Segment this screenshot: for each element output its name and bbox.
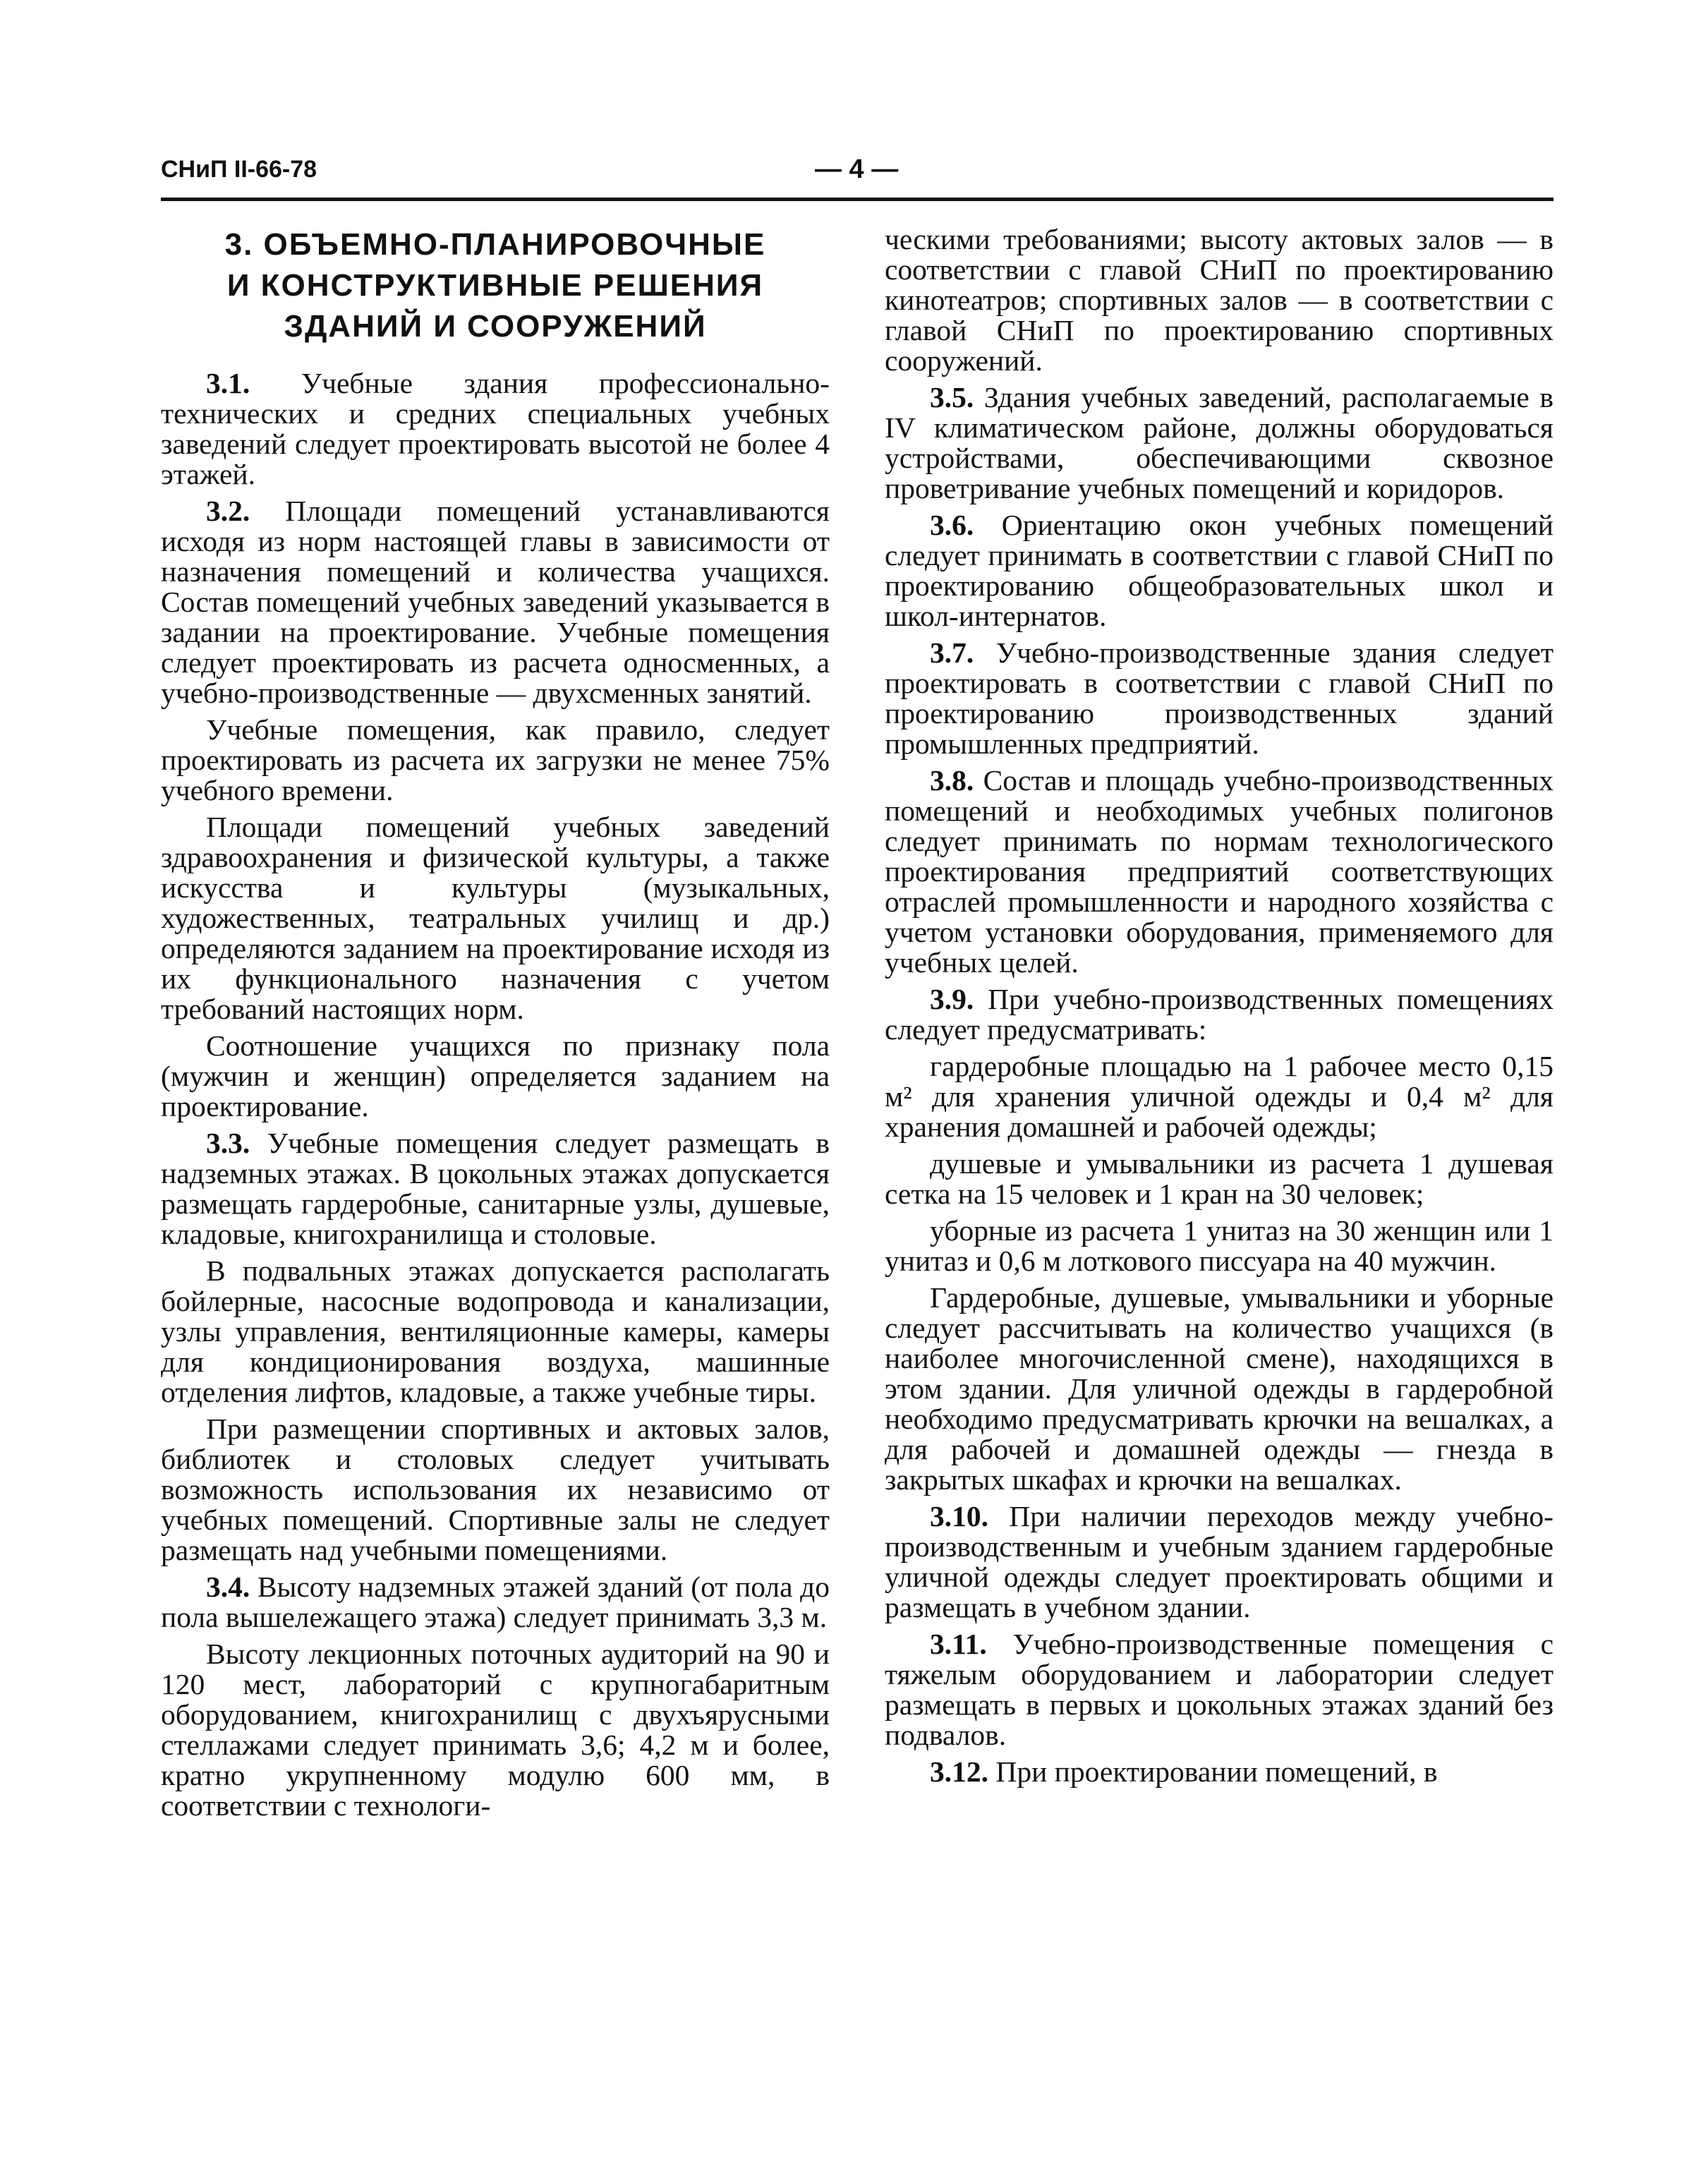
paragraph <box>885 1051 1553 1142</box>
paragraph <box>885 1216 1553 1276</box>
paragraph <box>885 1283 1553 1495</box>
paragraph <box>885 1501 1553 1623</box>
paragraph-text: Гардеробные, душевые, умывальники и уборные следует рассчитывать на количество учащихся (в наиболее многочисленной смене), находящихся в этом здании. Для уличной одежды в гардеробной необходимо предусматривать крючки на вешалках, а для рабочей и домашней одежды — гнезда в закрытых шкафах и крючки на вешалках. <box>885 1281 1553 1496</box>
clause-number: 3.4. <box>206 1571 250 1603</box>
clause-number: 3.1. <box>206 367 250 399</box>
clause-number: 3.9. <box>930 983 974 1015</box>
paragraph <box>161 1256 830 1408</box>
paragraph <box>161 368 830 490</box>
paragraph <box>885 984 1553 1045</box>
right-column <box>885 224 1553 1793</box>
paragraph <box>885 224 1553 376</box>
clause-number: 3.11. <box>930 1628 987 1660</box>
clause-number: 3.12. <box>930 1755 988 1788</box>
paragraph-text: Соотношение учащихся по признаку пола (мужчин и женщин) определяется заданием на проектирование. <box>161 1029 830 1123</box>
paragraph <box>885 382 1553 504</box>
page-number: — 4 — <box>815 155 899 184</box>
paragraph-text: При проектировании помещений, в <box>995 1755 1438 1788</box>
clause-number: 3.2. <box>206 495 250 527</box>
document-code: СНиП II-66-78 <box>161 156 317 183</box>
paragraph-text: Учебные помещения следует размещать в надземных этажах. В цокольных этажах допускается размещать гардеробные, санитарные узлы, душевые, кладовые, книгохранилища и столовые. <box>161 1127 830 1250</box>
clause-number: 3.5. <box>930 381 974 413</box>
clause-number: 3.7. <box>930 636 974 669</box>
clause-number: 3.6. <box>930 509 974 541</box>
paragraph <box>885 1149 1553 1209</box>
paragraph-text: Высоту лекционных поточных аудиторий на 90 и 120 мест, лабораторий с крупногабаритным оборудованием, книгохранилищ с двухъярусными стеллажами следует принимать 3,6; 4,2 м и более, кратно укрупненному модулю 600 мм, в соответствии с технологи- <box>161 1638 830 1822</box>
paragraph <box>161 812 830 1024</box>
paragraph <box>161 1128 830 1250</box>
paragraph <box>161 1414 830 1566</box>
page-header <box>161 154 1553 196</box>
paragraph-text: При учебно-производственных помещениях следует предусматривать: <box>885 983 1554 1046</box>
clause-number: 3.10. <box>930 1500 988 1532</box>
paragraph-text: При наличии переходов между учебно-производственным и учебным зданием гардеробные уличной одежды следует проектировать общими и размещать в учебном здании. <box>885 1500 1553 1623</box>
paragraph-text: Здания учебных заведений, располагаемые в IV климатическом районе, должны оборудоваться устройствами, обеспечивающими сквозное проветривание учебных помещений и коридоров. <box>885 381 1554 504</box>
paragraph-text: Высоту надземных этажей зданий (от пола до пола вышележащего этажа) следует принимать 3,3 м. <box>161 1571 830 1633</box>
left-column <box>161 224 830 1827</box>
paragraph <box>885 638 1553 759</box>
section-title-line: ЗДАНИЙ И СООРУЖЕНИЙ <box>284 309 707 344</box>
paragraph-text: При размещении спортивных и актовых залов, библиотек и столовых следует учитывать возможность использования их независимо от учебных помещений. Спортивные залы не следует размещать над учебными помещениями. <box>161 1412 830 1566</box>
paragraph-text: Площади помещений устанавливаются исходя из норм настоящей главы в зависимости от назначения помещений и количества учащихся. Состав помещений учебных заведений указывается в задании на проектирование. Учебные помещения следует проектировать из расчета односменных, а учебно-производственные — двухсменных занятий. <box>161 495 830 709</box>
paragraph-text: уборные из расчета 1 унитаз на 30 женщин или 1 унитаз и 0,6 м лоткового писсуара на 40 мужчин. <box>885 1214 1553 1277</box>
section-title <box>161 224 830 347</box>
paragraph-text: Ориентацию окон учебных помещений следует принимать в соответствии с главой СНиП по проектированию общеобразовательных школ и школ-интернатов. <box>885 509 1554 632</box>
paragraph-text: душевые и умывальники из расчета 1 душевая сетка на 15 человек и 1 кран на 30 человек; <box>885 1147 1553 1210</box>
paragraph <box>885 1629 1553 1750</box>
header-rule <box>161 198 1553 201</box>
paragraph <box>885 1757 1553 1787</box>
paragraph-text: Учебные здания профессионально-технических и средних специальных учебных заведений следует проектировать высотой не более 4 этажей. <box>161 367 830 490</box>
paragraph-text: Площади помещений учебных заведений здравоохранения и физической культуры, а также искусства и культуры (музыкальных, художественных, театральных училищ и др.) определяются заданием на проектирование исходя из их функционального назначения с учетом требований настоящих норм. <box>161 811 830 1025</box>
section-title-line: И КОНСТРУКТИВНЫЕ РЕШЕНИЯ <box>226 268 764 303</box>
paragraph <box>161 496 830 708</box>
paragraph-text: Учебные помещения, как правило, следует проектировать из расчета их загрузки не менее 75% учебного времени. <box>161 713 830 806</box>
clause-number: 3.3. <box>206 1127 250 1159</box>
paragraph <box>885 766 1553 978</box>
paragraph <box>161 1572 830 1633</box>
paragraph-text: Состав и площадь учебно-производственных помещений и необходимых учебных полигонов следует принимать по нормам технологического проектирования предприятий соответствующих отраслей промышленности и народного хозяйства с учетом установки оборудования, применяемого для учебных целей. <box>885 764 1553 979</box>
paragraph <box>161 1639 830 1821</box>
left-paragraphs <box>161 368 830 1821</box>
paragraph-text: Учебно-производственные здания следует проектировать в соответствии с главой СНиП по проектированию производственных зданий промышленных предприятий. <box>885 636 1554 760</box>
right-paragraphs <box>885 224 1553 1787</box>
paragraph-text: гардеробные площадью на 1 рабочее место 0,15 м² для хранения уличной одежды и 0,4 м² для хранения домашней и рабочей одежды; <box>885 1050 1553 1143</box>
paragraph-text: В подвальных этажах допускается располагать бойлерные, насосные водопровода и канализации, узлы управления, вентиляционные камеры, камеры для кондиционирования воздуха, машинные отделения лифтов, кладовые, а также учебные тиры. <box>161 1254 830 1408</box>
paragraph-text: ческими требованиями; высоту актовых залов — в соответствии с главой СНиП по проектированию кинотеатров; спортивных залов — в соответствии с главой СНиП по проектированию спортивных сооружений. <box>885 223 1553 377</box>
paragraph <box>885 510 1553 631</box>
clause-number: 3.8. <box>930 764 974 797</box>
paragraph <box>161 1031 830 1122</box>
paragraph-text: Учебно-производственные помещения с тяжелым оборудованием и лаборатории следует размещать в первых и цокольных этажах зданий без подвалов. <box>885 1628 1554 1751</box>
section-title-line: 3. ОБЪЕМНО-ПЛАНИРОВОЧНЫЕ <box>224 227 766 262</box>
paragraph <box>161 715 830 806</box>
